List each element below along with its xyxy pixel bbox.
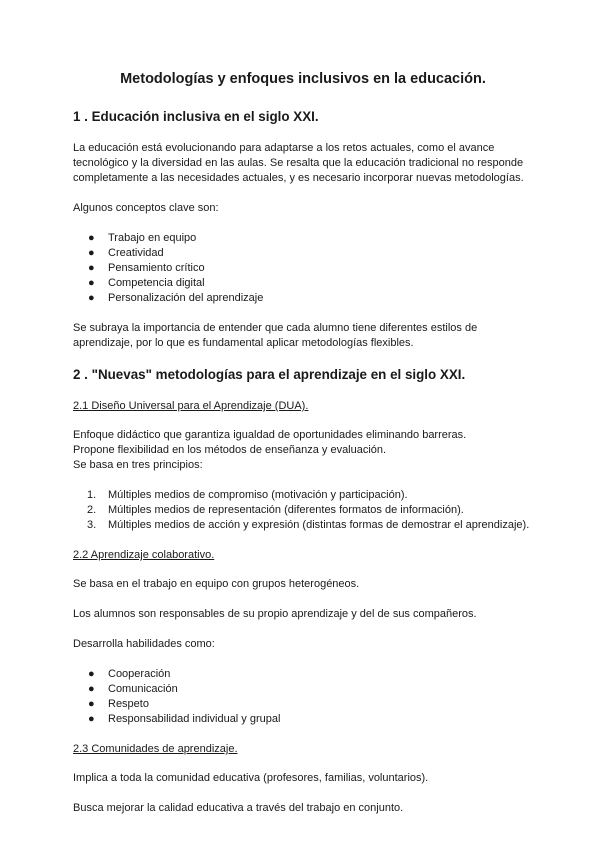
list-item: ● Cooperación bbox=[88, 668, 171, 680]
bullet-icon: ● bbox=[88, 247, 95, 259]
collab-p3: Desarrolla habilidades como: bbox=[73, 638, 215, 650]
document-title: Metodologías y enfoques inclusivos en la educación. bbox=[120, 71, 486, 87]
subsection-community-heading: 2.3 Comunidades de aprendizaje. bbox=[73, 743, 238, 755]
community-p1: Implica a toda la comunidad educativa (profesores, familias, voluntarios). bbox=[73, 772, 429, 784]
section-1-intro: La educación está evolucionando para adaptarse a los retos actuales, como el avance tecnológico y la diversidad en las aulas. Se resalta que la educación tradicional no responde completamente a las necesidades actuales, y es necesario incorporar nuevas metodologías. bbox=[73, 142, 524, 184]
list-item: ● Pensamiento crítico bbox=[88, 262, 205, 274]
list-item: ● Respeto bbox=[88, 698, 149, 710]
section-1-closing: Se subraya la importancia de entender que cada alumno tiene diferentes estilos de aprendizaje, por lo que es fundamental aplicar metodologías flexibles. bbox=[73, 322, 478, 349]
list-item: ● Creatividad bbox=[88, 247, 164, 259]
dua-line-3: Se basa en tres principios: bbox=[73, 459, 203, 471]
concepts-list bbox=[73, 231, 533, 306]
bullet-icon: ● bbox=[88, 683, 95, 695]
subsection-collab-heading: 2.2 Aprendizaje colaborativo. bbox=[73, 549, 215, 561]
section-1-heading: 1 . Educación inclusiva en el siglo XXI. bbox=[73, 109, 319, 124]
bullet-icon: ● bbox=[88, 668, 95, 680]
list-item: 2. Múltiples medios de representación (diferentes formatos de información). bbox=[87, 504, 464, 516]
list-item: ● Responsabilidad individual y grupal bbox=[88, 713, 281, 725]
document-page bbox=[73, 70, 533, 831]
bullet-icon: ● bbox=[88, 277, 95, 289]
bullet-icon: ● bbox=[88, 292, 95, 304]
subsection-dua-heading: 2.1 Diseño Universal para el Aprendizaje (DUA). bbox=[73, 400, 309, 412]
bullet-icon: ● bbox=[88, 232, 95, 244]
dua-line-2: Propone flexibilidad en los métodos de enseñanza y evaluación. bbox=[73, 444, 387, 456]
list-item: 3. Múltiples medios de acción y expresión (distintas formas de demostrar el aprendizaje). bbox=[87, 519, 530, 531]
community-p2: Busca mejorar la calidad educativa a través del trabajo en conjunto. bbox=[73, 802, 404, 814]
dua-line-1: Enfoque didáctico que garantiza igualdad de oportunidades eliminando barreras. bbox=[73, 429, 467, 441]
list-item: ● Competencia digital bbox=[88, 277, 205, 289]
list-item: ● Personalización del aprendizaje bbox=[88, 292, 264, 304]
bullet-icon: ● bbox=[88, 713, 95, 725]
skills-list bbox=[73, 667, 533, 727]
list-item: ● Comunicación bbox=[88, 683, 178, 695]
bullet-icon: ● bbox=[88, 262, 95, 274]
dua-principles-list bbox=[73, 488, 533, 533]
list-item: ● Trabajo en equipo bbox=[88, 232, 197, 244]
section-2-heading: 2 . "Nuevas" metodologías para el aprendizaje en el siglo XXI. bbox=[73, 367, 466, 382]
list-item: 1. Múltiples medios de compromiso (motivación y participación). bbox=[87, 489, 408, 501]
collab-p1: Se basa en el trabajo en equipo con grupos heterogéneos. bbox=[73, 578, 360, 590]
collab-p2: Los alumnos son responsables de su propio aprendizaje y del de sus compañeros. bbox=[73, 608, 477, 620]
concepts-intro: Algunos conceptos clave son: bbox=[73, 202, 219, 214]
bullet-icon: ● bbox=[88, 698, 95, 710]
